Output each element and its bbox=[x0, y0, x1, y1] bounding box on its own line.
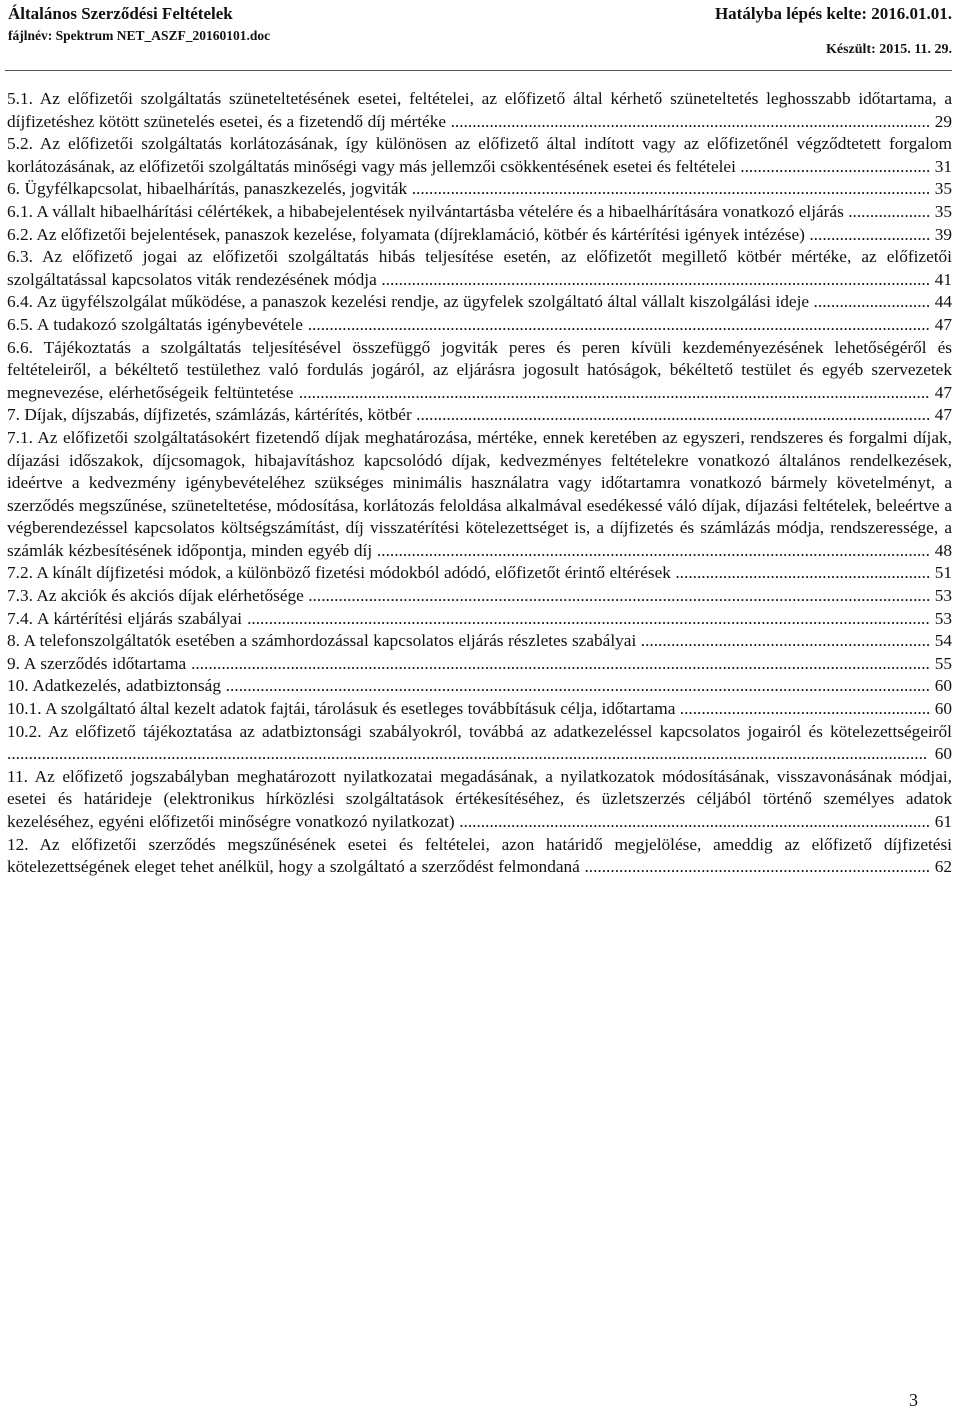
toc-entry-title: 12. Az előfizetői szerződés megszűnésének esetei és feltételei, azon határidő megjelölése, ameddig az előfizető díjfizetési kötelezettségének eleget tehet anélkül, hogy a szolgáltató a szerződést felmondaná bbox=[7, 834, 952, 877]
prepared-date: Készült: 2015. 11. 29. bbox=[826, 42, 952, 57]
dot-leader: ................................................................................................................................................ bbox=[303, 586, 935, 606]
toc-entry-title: 9. A szerződés időtartama bbox=[7, 653, 187, 673]
dot-leader: ............................ bbox=[804, 224, 935, 244]
toc-entry-page: 41 bbox=[934, 269, 952, 289]
toc-entry-title: 10. Adatkezelés, adatbiztonság bbox=[7, 676, 221, 696]
toc-entry-page: 60 bbox=[934, 744, 952, 764]
toc-entry-title: 7. Díjak, díjszabás, díjfizetés, számlázás, kártérítés, kötbér bbox=[7, 405, 412, 425]
toc-entry-page: 47 bbox=[934, 382, 952, 402]
page-header bbox=[5, 0, 952, 71]
toc-entry[interactable] bbox=[7, 201, 952, 224]
toc-entry-title: 6.2. Az előfizetői bejelentések, panaszok kezelése, folyamata (díjreklamáció, kötbér és kártérítési igények intézése) bbox=[7, 224, 805, 244]
toc-entry-title: 6. Ügyfélkapcsolat, hibaelhárítás, panaszkezelés, jogviták bbox=[7, 179, 408, 199]
toc-entry-page: 51 bbox=[934, 563, 952, 583]
toc-entry-title: 8. A telefonszolgáltatók esetében a számhordozással kapcsolatos eljárás részletes szabályai bbox=[7, 631, 637, 651]
toc-entry-page: 48 bbox=[934, 540, 952, 560]
toc-entry[interactable] bbox=[7, 653, 952, 676]
toc-entry[interactable] bbox=[7, 291, 952, 314]
dot-leader: ....................................................................................................................... bbox=[411, 405, 935, 425]
toc-entry-page: 35 bbox=[934, 201, 952, 221]
toc-entry[interactable] bbox=[7, 178, 952, 201]
toc-entry-page: 60 bbox=[934, 699, 952, 719]
toc-entry-page: 44 bbox=[934, 292, 952, 312]
toc-entry-title: 6.3. Az előfizető jogai az előfizetői szolgáltatás hibás teljesítése esetén, az előfizetőt megillető kötbér mértéke, az előfizetői szolgáltatással kapcsolatos viták rendezésének módja bbox=[7, 247, 952, 289]
toc-entry[interactable] bbox=[7, 337, 952, 405]
toc-entry-page: 62 bbox=[934, 857, 952, 877]
toc-entry-page: 39 bbox=[934, 224, 953, 244]
dot-leader: ................... bbox=[843, 201, 935, 221]
toc-entry-page: 60 bbox=[934, 676, 952, 696]
toc-entry[interactable] bbox=[7, 834, 952, 879]
dot-leader: ..................................................................................................................................................................................................................... bbox=[7, 744, 935, 764]
dot-leader: ........................................................................................................................ bbox=[407, 179, 935, 199]
dot-leader: ............................................................................................................................... bbox=[376, 269, 935, 289]
toc-entry[interactable] bbox=[7, 766, 952, 834]
toc-entry[interactable] bbox=[7, 630, 952, 653]
toc-entry-title: 11. Az előfizető jogszabályban meghatározott nyilatkozatai megadásának, a nyilatkozatok módosításának, visszavonásának módjai, esetei és határideje (elektronikus hírközlési szolgáltatások értékesítéséhez, és üzletszerzés céljából történő személyes adatok kezeléséhez, egyéni előfizetői minőségre vonatkozó nyilatkozat) bbox=[7, 766, 952, 831]
toc-entry-page: 47 bbox=[934, 405, 952, 425]
toc-entry-page: 47 bbox=[934, 314, 953, 334]
toc-entry-page: 53 bbox=[934, 608, 952, 628]
toc-entry-title: 7.1. Az előfizetői szolgáltatásokért fizetendő díjak meghatározása, mértéke, ennek keretében az egyszeri, rendszeres és forgalmi díjak, díjazási időszakok, díjcsomagok, hibajavításhoz kapcsolódó díjak, kedvezményes feltételekre vonatkozó általános rendelkezések, ideértve a kedvezmény igénybevételéhez szükséges minimális használatra vagy időtartamra vonatkozó bármely követelményt, a szerződés megszűnése, szüneteltetése, módosítása, korlátozás feloldása alkalmával esedékessé váló díjak, díjazási feltételek, beleértve a végberendezéssel kapcsolatos költségszámítást, díj visszatérítési kötelezettséget is, a díjfizetés és számlázás módja, rendszeressége, a számlák kézbesítésének időpontja, minden egyéb díj bbox=[7, 427, 952, 560]
toc-entry-page: 54 bbox=[934, 631, 952, 651]
dot-leader: .............................................................................................................................................................. bbox=[242, 608, 935, 628]
toc-entry-page: 55 bbox=[934, 653, 952, 673]
toc-entry-page: 35 bbox=[934, 179, 952, 199]
toc-entry[interactable] bbox=[7, 585, 952, 608]
effective-date: Hatályba lépés kelte: 2016.01.01. bbox=[714, 4, 952, 23]
file-name: fájlnév: Spektrum NET_ASZF_20160101.doc bbox=[8, 28, 271, 43]
toc-entry[interactable] bbox=[7, 88, 952, 133]
toc-entry-title: 7.3. Az akciók és akciós díjak elérhetősége bbox=[7, 586, 304, 606]
toc-entry[interactable] bbox=[7, 562, 952, 585]
dot-leader: ................................................................................ bbox=[579, 857, 935, 877]
toc-entry[interactable] bbox=[7, 721, 952, 766]
toc-entry-title: 10.1. A szolgáltató által kezelt adatok fajtái, tárolásuk és esetleges továbbításuk célja, időtartama bbox=[7, 699, 676, 719]
toc-entry-title: 7.2. A kínált díjfizetési módok, a különböző fizetési módokból adódó, előfizetőt érintő eltérések bbox=[7, 563, 671, 583]
toc-entry-title: 5.1. Az előfizetői szolgáltatás szüneteltetésének esetei, feltételei, az előfizető által kérhető szüneteltetés leghosszabb időtartama, a díjfizetéshez kötött szünetelés esetei, és a fizetendő díj mértéke bbox=[7, 89, 952, 131]
dot-leader: ............................................................................................................... bbox=[446, 111, 935, 131]
dot-leader: ................................................................................................................................ bbox=[372, 540, 935, 560]
toc-entry[interactable] bbox=[7, 224, 952, 247]
toc-entry[interactable] bbox=[7, 427, 952, 563]
toc-entry[interactable] bbox=[7, 404, 952, 427]
toc-entry[interactable] bbox=[7, 314, 952, 337]
toc-entry[interactable] bbox=[7, 608, 952, 631]
toc-entry-title: 6.5. A tudakozó szolgáltatás igénybevétele bbox=[7, 314, 303, 334]
toc-entry-title: 6.4. Az ügyfélszolgálat működése, a panaszok kezelési rendje, az ügyfelek szolgáltató által vállalt kiszolgálási ideje bbox=[7, 292, 810, 312]
toc-entry-title: 10.2. Az előfizető tájékoztatása az adatbiztonsági szabályokról, továbbá az adatkezeléssel kapcsolatos jogairól és kötelezettségeiről bbox=[7, 721, 952, 741]
toc-entry-title: 6.6. Tájékoztatás a szolgáltatás teljesítésével összefüggő jogviták peres és peren kívüli kezdeményezésének lehetőségéről és feltételeiről, a békéltető testülethez való fordulás jogáról, az eljárásra jogosult hatóságok, békéltető testület és egyéb szervezetek megnevezése, elérhetőségeik feltüntetése bbox=[7, 337, 952, 402]
toc-entry-page: 29 bbox=[934, 111, 952, 131]
toc-entry-page: 53 bbox=[934, 586, 953, 606]
toc-entry[interactable] bbox=[7, 698, 952, 721]
toc-entry-title: 5.2. Az előfizetői szolgáltatás korlátozásának, így különösen az előfizető által indított vagy az előfizetőnél végződtetett forgalom korlátozásának, az előfizetői szolgáltatás minőségi vagy más jellemzői csökkentésének esetei és feltételei bbox=[7, 134, 952, 176]
toc-entry-title: 7.4. A kártérítési eljárás szabályai bbox=[7, 608, 243, 628]
table-of-contents bbox=[7, 88, 952, 879]
toc-entry[interactable] bbox=[7, 675, 952, 698]
dot-leader: ............................................................................................................. bbox=[454, 812, 935, 831]
page-number: 3 bbox=[909, 1390, 918, 1410]
dot-leader: ........................................................... bbox=[670, 563, 935, 583]
toc-entry-page: 31 bbox=[934, 156, 953, 176]
dot-leader: ................................................................................................................................................................... bbox=[220, 676, 935, 696]
toc-entry[interactable] bbox=[7, 246, 952, 291]
dot-leader: ........................... bbox=[809, 292, 935, 312]
toc-entry-title: 6.1. A vállalt hibaelhárítási célértékek, a hibabejelentések nyilvántartásba vételére és a hibaelhárítására vonatkozó eljárás bbox=[7, 201, 844, 221]
dot-leader: .......................................................... bbox=[675, 699, 935, 719]
dot-leader: ............................................ bbox=[735, 156, 935, 176]
dot-leader: ........................................................................................................................................................................... bbox=[186, 653, 935, 673]
toc-entry-page: 61 bbox=[934, 812, 952, 831]
toc-entry[interactable] bbox=[7, 133, 952, 178]
dot-leader: ................................................................... bbox=[636, 631, 935, 651]
document-title: Általános Szerződési Feltételek bbox=[8, 4, 233, 23]
dot-leader: .................................................................................................................................................. bbox=[293, 382, 935, 402]
dot-leader: ................................................................................................................................................ bbox=[302, 314, 935, 334]
